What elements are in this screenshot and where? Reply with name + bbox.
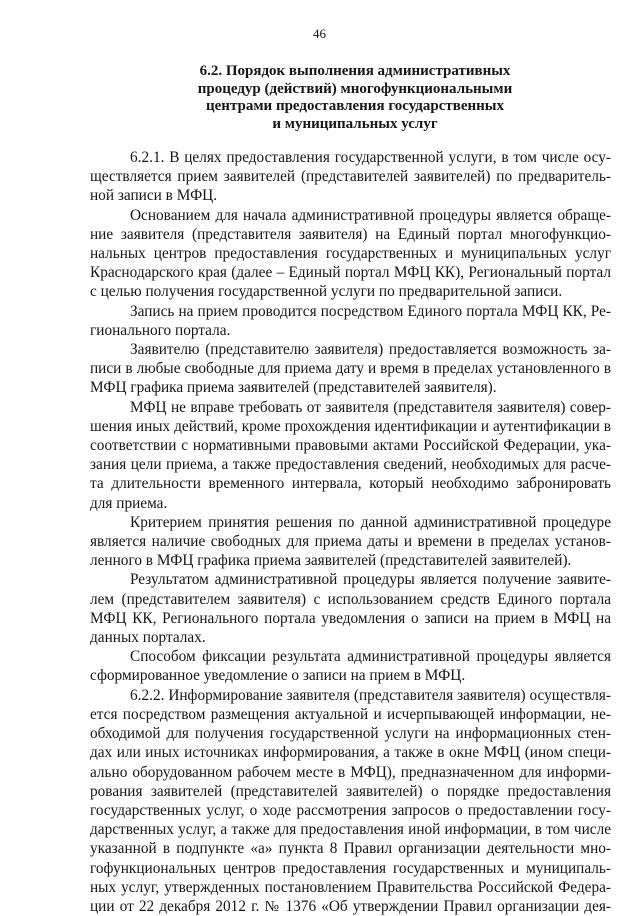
heading-line: 6.2. Порядок выполнения административных	[199, 63, 511, 79]
text-line: шения иных действий, кроме прохождения идентификации и аутентификации в	[90, 417, 611, 435]
page-number: 46	[313, 26, 326, 41]
body-text	[90, 148, 611, 916]
text-line: ной записи в МФЦ.	[90, 187, 218, 205]
text-line: соответствии с нормативными правовыми актами Российской Федерации, ука-	[90, 437, 611, 455]
text-line: Заявителю (представителю заявителя) предоставляется возможность за-	[130, 341, 611, 359]
text-line: данных порталах.	[90, 629, 206, 647]
text-line: является наличие свободных для приема даты и времени в пределах установ-	[90, 533, 611, 551]
text-line: указанной в подпункте «а» пункта 8 Правил организации деятельности мно-	[90, 840, 611, 858]
text-line: ется посредством размещения актуальной и исчерпывающей информации, не-	[90, 705, 611, 723]
text-line: Запись на прием проводится посредством Единого портала МФЦ КК, Ре-	[130, 302, 611, 320]
text-line: государственных услуг, о ходе рассмотрения запросов о предоставлении госу-	[90, 801, 611, 819]
text-line: ции от 22 декабря 2012 г. № 1376 «Об утверждении Правил организации дея-	[90, 897, 611, 915]
text-line: писи в любые свободные для приема дату и время в пределах установленного в	[90, 360, 611, 378]
text-line: 6.2.2. Информирование заявителя (представителя заявителя) осуществля-	[130, 686, 611, 704]
text-line: сформированное уведомление о записи на прием в МФЦ.	[90, 667, 466, 685]
text-line: МФЦ графика приема заявителей (представителей заявителя).	[90, 379, 497, 397]
text-line: с целью получения государственной услуги по предварительной записи.	[90, 283, 563, 301]
text-line: дах или иных источниках информирования, а также в окне МФЦ (ином специ-	[90, 744, 611, 762]
text-line: Критерием принятия решения по данной административной процедуре	[130, 513, 611, 531]
text-line: Результатом административной процедуры является получение заявите-	[130, 571, 611, 589]
paragraph	[90, 302, 611, 340]
text-line: обходимой для получения государственной услуги на информационных стен-	[90, 725, 611, 743]
heading-line: центрами предоставления государственных	[206, 98, 504, 114]
paragraph	[90, 570, 611, 647]
heading-line: и муниципальных услуг	[272, 115, 438, 132]
text-line: та длительности временного интервала, который необходимо забронировать	[90, 475, 611, 493]
heading-line: процедур (действий) многофункциональными	[197, 80, 513, 97]
text-line: ных услуг, утвержденных постановлением Правительства Российской Федера-	[90, 878, 611, 896]
text-line: МФЦ КК, Регионального портала уведомления о записи на прием в МФЦ на	[90, 609, 611, 627]
text-line: Основанием для начала административной процедуры является обраще-	[130, 206, 611, 224]
section-heading	[150, 63, 560, 133]
paragraph	[90, 647, 611, 685]
text-line: ществляется прием заявителей (представителей заявителей) по предваритель-	[90, 168, 611, 186]
text-line: Краснодарского края (далее – Единый портал МФЦ КК), Региональный портал	[90, 264, 611, 282]
paragraph	[90, 340, 611, 398]
paragraph	[90, 398, 611, 513]
text-line: ленного в МФЦ графика приема заявителей (представителей заявителей).	[90, 552, 572, 570]
text-line: 6.2.1. В целях предоставления государственной услуги, в том числе осу-	[130, 149, 611, 166]
text-line: Способом фиксации результата административной процедуры является	[130, 648, 611, 666]
text-line: ние заявителя (представителя заявителя) на Единый портал многофункцио-	[90, 225, 611, 243]
text-line: для приема.	[90, 494, 168, 512]
paragraph	[90, 206, 611, 302]
paragraph	[90, 148, 611, 206]
text-line: лем (представителем заявителя) с использованием средств Единого портала	[90, 590, 611, 608]
text-line: рования заявителей (представителей заявителей) о порядке предоставления	[90, 782, 611, 800]
text-line: МФЦ не вправе требовать от заявителя (представителя заявителя) совер-	[130, 398, 611, 416]
text-line: зания цели приема, а также предоставления сведений, необходимых для расче-	[90, 456, 611, 474]
paragraph	[90, 686, 611, 916]
text-line: нальных центров предоставления государственных и муниципальных услуг	[90, 245, 611, 263]
text-line: ально оборудованном рабочем месте в МФЦ), предназначенном для информи-	[90, 763, 611, 781]
text-line: гионального портала.	[90, 321, 231, 339]
text-line: гофункциональных центров предоставления государственных и муниципаль-	[90, 859, 611, 877]
text-line: дарственных услуг, а также для предоставления иной информации, в том числе	[90, 821, 611, 839]
paragraph	[90, 513, 611, 571]
